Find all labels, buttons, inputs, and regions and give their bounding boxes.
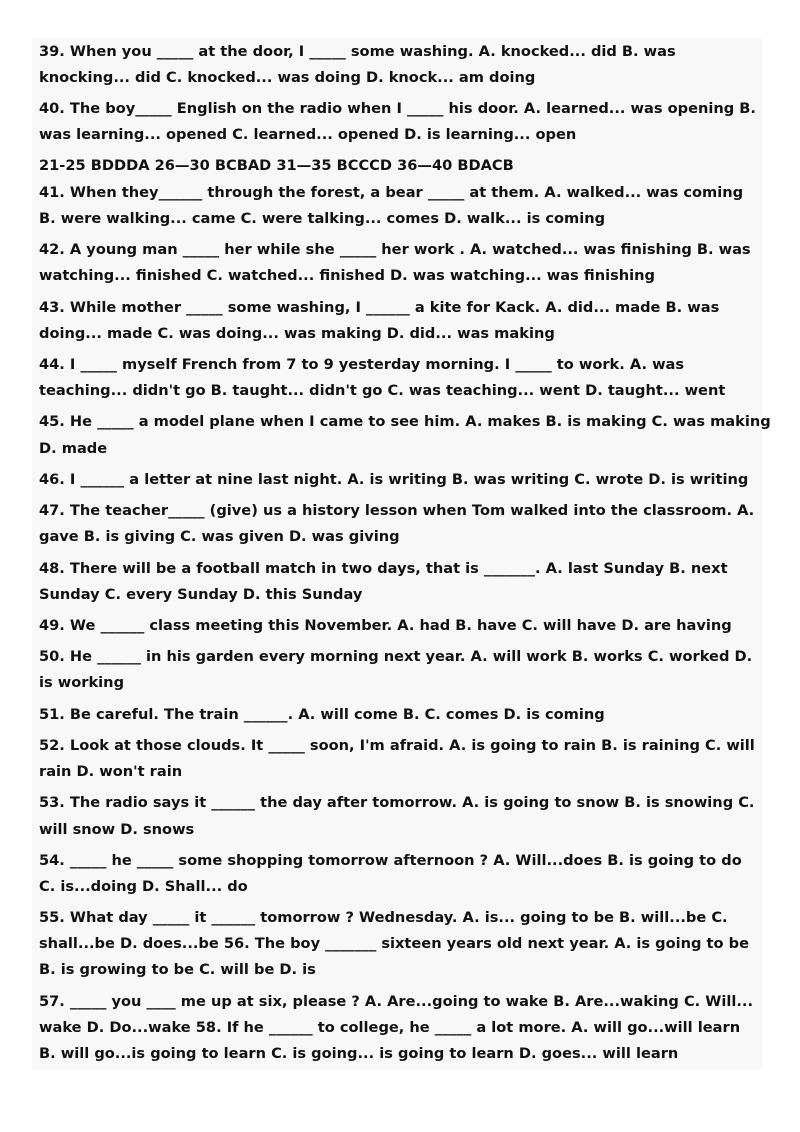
text-line: 57. _____ you ____ me up at six, please ? A. Are...going to wake B. Are...waking C. Will... — [39, 993, 754, 1010]
text-line: shall...be D. does...be 56. The boy _______ sixteen years old next year. A. is going to be — [39, 935, 749, 952]
text-line: rain D. won't rain — [39, 763, 183, 780]
text-line: 50. He ______ in his garden every morning next year. A. will work B. works C. worked D. — [39, 648, 753, 665]
text-line: watching... finished C. watched... finished D. was watching... was finishing — [39, 267, 656, 284]
text-line: wake D. Do...wake 58. If he ______ to college, he _____ a lot more. A. will go...will learn — [39, 1019, 741, 1036]
text-line: 43. While mother _____ some washing, I ______ a kite for Kack. A. did... made B. was — [39, 299, 720, 316]
text-line: B. were walking... came C. were talking... comes D. walk... is coming — [39, 210, 606, 227]
text-line: 49. We ______ class meeting this November. A. had B. have C. will have D. are having — [39, 617, 732, 634]
text-line: will snow D. snows — [39, 821, 195, 838]
text-line: 39. When you _____ at the door, I _____ some washing. A. knocked... did B. was — [39, 43, 676, 60]
text-line: gave B. is giving C. was given D. was giving — [39, 528, 400, 545]
text-line: 54. _____ he _____ some shopping tomorrow afternoon ? A. Will...does B. is going to do — [39, 852, 742, 869]
text-line: knocking... did C. knocked... was doing D. knock... am doing — [39, 69, 536, 86]
answer-key-line: 21-25 BDDDA 26—30 BCBAD 31—35 BCCCD 36—40 BDACB — [39, 157, 514, 174]
text-line: B. is growing to be C. will be D. is — [39, 961, 316, 978]
text-line: 42. A young man _____ her while she _____ her work . A. watched... was finishing B. was — [39, 241, 751, 258]
text-line: doing... made C. was doing... was making D. did... was making — [39, 325, 555, 342]
text-line: 53. The radio says it ______ the day after tomorrow. A. is going to snow B. is snowing C. — [39, 794, 755, 811]
text-line: 48. There will be a football match in two days, that is _______. A. last Sunday B. next — [39, 560, 728, 577]
text-line: B. will go...is going to learn C. is going... is going to learn D. goes... will learn — [39, 1045, 679, 1062]
text-line: is working — [39, 674, 125, 691]
text-line: was learning... opened C. learned... opened D. is learning... open — [39, 126, 577, 143]
text-line: 52. Look at those clouds. It _____ soon, I'm afraid. A. is going to rain B. is raining C. will — [39, 737, 755, 754]
text-line: C. is...doing D. Shall... do — [39, 878, 248, 895]
text-line: 40. The boy_____ English on the radio when I _____ his door. A. learned... was opening B. — [39, 100, 756, 117]
text-line: 45. He _____ a model plane when I came to see him. A. makes B. is making C. was making — [39, 413, 771, 430]
text-line: teaching... didn't go B. taught... didn't go C. was teaching... went D. taught... went — [39, 382, 726, 399]
text-line: 47. The teacher_____ (give) us a history lesson when Tom walked into the classroom. A. — [39, 502, 755, 519]
text-line: 55. What day _____ it ______ tomorrow ? Wednesday. A. is... going to be B. will...be C. — [39, 909, 728, 926]
text-line: 44. I _____ myself French from 7 to 9 yesterday morning. I _____ to work. A. was — [39, 356, 685, 373]
text-line: Sunday C. every Sunday D. this Sunday — [39, 586, 363, 603]
text-line: 41. When they______ through the forest, a bear _____ at them. A. walked... was coming — [39, 184, 744, 201]
text-line: 51. Be careful. The train ______. A. will come B. C. comes D. is coming — [39, 706, 605, 723]
text-line: 46. I ______ a letter at nine last night. A. is writing B. was writing C. wrote D. is writing — [39, 471, 749, 488]
text-line: D. made — [39, 440, 108, 457]
